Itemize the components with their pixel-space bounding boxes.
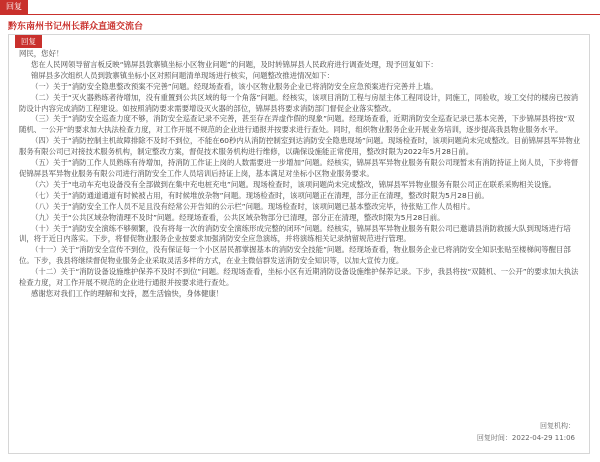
page-title: 黔东南州书记州长群众直通交流台	[8, 22, 144, 32]
reply-footer	[477, 419, 575, 443]
reply-time-value: 2022-04-29 11:06	[511, 434, 575, 442]
reply-item: （十一）关于“消防安全宣传不到位，没有保证每一个小区居民都掌握基本的消防安全技能”问题。经现场查看，物业服务企业已将消防安全知识张贴至楼梯间等醒目部位。下步，我县将继续督促物业服务企业采取灵活多样的方式，在业主微信群发送消防安全知识等，以加大宣传力度。	[19, 245, 571, 266]
reply-item: （七）关于“消防通道通道有时候被占用，有时候堆放杂物”问题。现场检查时，该项问题正在清理，部分正在清理，整改时限为5月28日前。	[31, 190, 489, 200]
reply-unit-label: 回复机构：	[540, 422, 575, 430]
reply-item: （十）关于“消防安全演练不够频繁，没有将每一次的消防安全演练形成完整的闭环”问题。经核实，锦屏县军异物业服务有限公司已邀请县消防救援大队到现场进行培训，将于近日内落实。下步，将督促物业服务企业按要求加强消防安全应急演练，并将演练相关记录纳留规范进行管理。	[19, 223, 571, 244]
intro-paragraph: 您在人民网领导留言板反映“锦屏县敦寨镇坐标小区物业问题”的问题，及时转锦屏县人民政府进行调查处理，现予回复如下：	[31, 59, 438, 69]
reply-content	[19, 43, 581, 300]
reply-box	[8, 34, 590, 454]
reply-badge: 回复	[15, 35, 42, 48]
greeting: 网民，您好！	[19, 49, 64, 58]
reply-tag: 回复	[0, 0, 28, 14]
reply-item: （二）关于“灭火器熟练者待增加，没有重置到公共区域的每一个角落”问题。经核实，该项目消防工程与房屋主体工程同设计，同施工，同验收，竣工交付的楼房已按消防设计内容完成消防工程建设。如按照消防要求需要增设灭火器的部位，锦屏县将要求消防部门督促企业落实整改。	[19, 92, 579, 113]
reply-item: （四）关于“消防控制主机故障排除不及时不到位，不能在60秒内从消防控制室到达消防安全隐患现场”问题。现场检查时，该项问题尚未完成整改。目前锦屏县军异物业服务有限公司已对接技术服务机构，制定整改方案，督促技术服务机构进行维修，以确保设施能正常使用，整改时限为2022年5月28日前。	[19, 136, 581, 157]
reply-item: （十二）关于“消防设备设施维护保养不及时不到位”问题。经现场查看，坐标小区有近期消防设备设施维护保养记录。下步，我县将按“双随机、一公开”的要求加大执法检查力度，对工作开展不规范的企业进行通报并按要求进行查处。	[19, 267, 579, 288]
reply-item: （六）关于“电动车充电设备没有全部做到在集中充电桩充电”问题。现场检查时，该项问题尚未完成整改，锦屏县军异物业服务有限公司正在联系采购相关设施。	[31, 179, 557, 189]
summary-paragraph: 锦屏县多次组织人员到敦寨镇坐标小区对照问题清单现场进行核实，问题整改推进情况如下：	[31, 70, 335, 80]
reply-item: （五）关于“消防工作人员熟练有待增加，持消防工作证上岗的人数需要进一步增加”问题。经核实，锦屏县军异物业服务有限公司现暂未有消防持证上岗人员，下步将督促锦屏县军异物业服务有限公司进行消防安全工作人员培训后持证上岗，基本满足对坐标小区物业服务要求。	[19, 158, 579, 178]
reply-time-label: 回复时间：	[476, 434, 512, 442]
top-bar	[0, 0, 600, 15]
reply-item: （八）关于“消防安全工作人员不足且没有经常公开告知的公示栏”问题。现场检查时，该项问题已基本整改完毕，待张贴工作人员相片。	[31, 201, 475, 211]
closing-paragraph: 感谢您对我们工作的理解和支持，愿生活愉快，身体健康！	[31, 288, 224, 298]
reply-item: （三）关于“消防安全巡查力度不够，消防安全巡查记录不完善，甚至存在弄虚作假的现象”问题。经现场查看，近期消防安全巡查记录已基本完善，下步锦屏县将按“双随机、一公开”的要求加大执法检查力度，对工作开展不规范的企业进行通报并按要求进行查处。同时，组织物业服务企业开展业务培训，逐步提高我县物业服务水平。	[19, 114, 575, 135]
reply-item: （一）关于“消防安全隐患整改预案不完善”问题。经现场查看，该小区物业服务企业已将消防安全应急预案进行完善并上墙。	[31, 81, 438, 91]
reply-time	[477, 433, 575, 443]
reply-item: （九）关于“公共区域杂物清理不及时”问题。经现场查看，公共区域杂物部分已清理，部分正在清理，整改时限为5月28日前。	[31, 212, 445, 222]
